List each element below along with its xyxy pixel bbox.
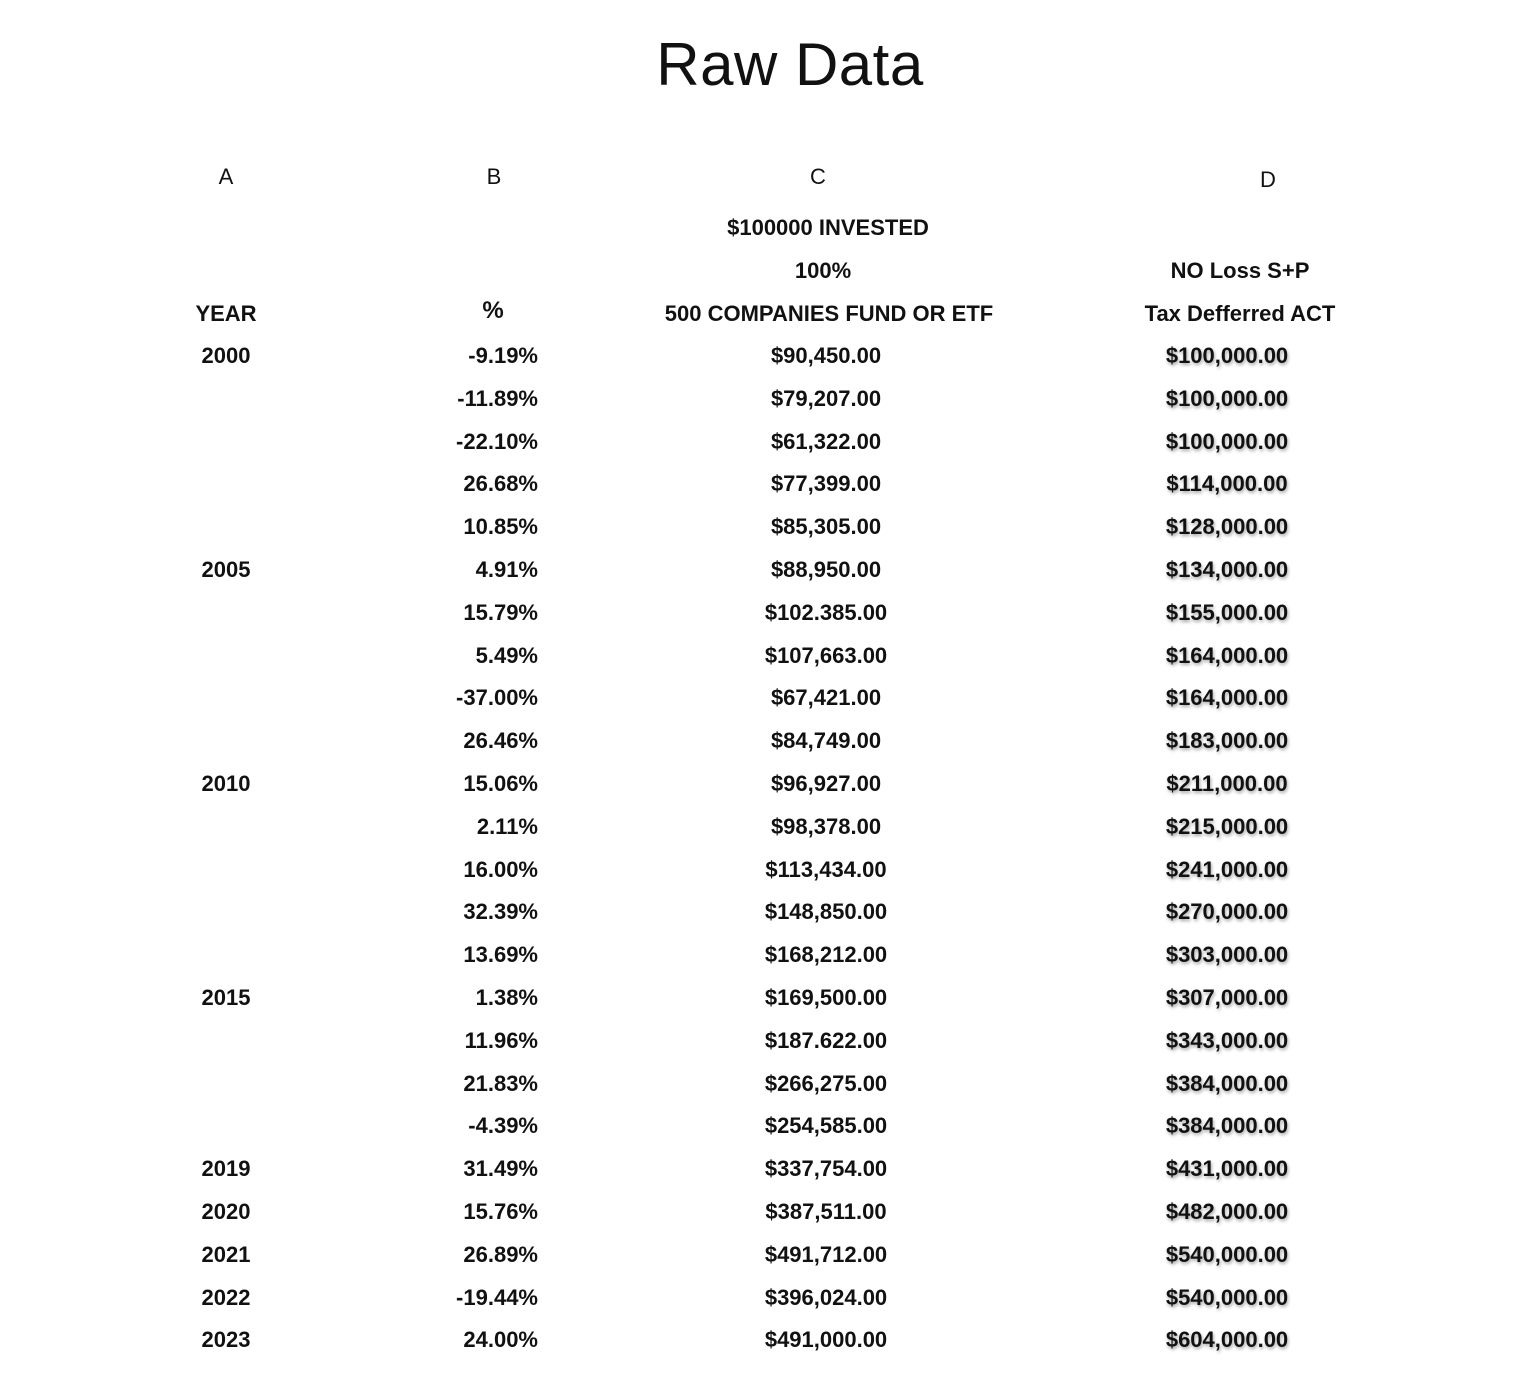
year-cell: 2005 <box>201 557 251 582</box>
percent-cell: 4.91% <box>475 557 538 582</box>
header-pct: % <box>482 297 504 324</box>
tax-deferred-cell: $241,000.00 <box>1165 856 1289 882</box>
percent-cell: 1.38% <box>475 985 538 1010</box>
table-row <box>0 1156 1536 1186</box>
tax-deferred-cell: $128,000.00 <box>1165 514 1289 540</box>
tax-deferred-cell: $215,000.00 <box>1165 813 1289 839</box>
percent-cell: 15.76% <box>463 1199 538 1224</box>
fund-value-cell: $88,950.00 <box>770 557 882 582</box>
table-row <box>0 386 1536 416</box>
tax-deferred-cell: $134,000.00 <box>1165 557 1289 582</box>
header-tax-deferred: Tax Defferred ACT <box>1144 301 1336 326</box>
table-row <box>0 1242 1536 1272</box>
year-cell: 2020 <box>201 1199 251 1224</box>
fund-value-cell: $187.622.00 <box>764 1027 888 1053</box>
table-row <box>0 1028 1536 1058</box>
percent-cell: -37.00% <box>456 685 538 711</box>
fund-value-cell: $337,754.00 <box>764 1156 888 1182</box>
table-row <box>0 343 1536 373</box>
table-row <box>0 643 1536 673</box>
fund-value-cell: $396,024.00 <box>764 1284 888 1310</box>
table-row <box>0 942 1536 972</box>
table-row <box>0 429 1536 459</box>
table-row <box>0 1113 1536 1143</box>
fund-value-cell: $113,434.00 <box>765 856 887 882</box>
tax-deferred-cell: $540,000.00 <box>1165 1284 1289 1310</box>
fund-value-cell: $77,399.00 <box>770 471 882 497</box>
header-percent-allocation: 100% <box>794 258 852 283</box>
tax-deferred-cell: $482,000.00 <box>1165 1199 1289 1224</box>
table-row <box>0 899 1536 929</box>
header-fund: 500 COMPANIES FUND OR ETF <box>664 301 994 326</box>
tax-deferred-cell: $343,000.00 <box>1165 1027 1289 1053</box>
fund-value-cell: $67,421.00 <box>770 685 882 711</box>
table-row <box>0 985 1536 1015</box>
fund-value-cell: $491,712.00 <box>764 1241 888 1267</box>
year-cell: 2000 <box>201 343 251 368</box>
percent-cell: 11.96% <box>464 1027 538 1053</box>
fund-value-cell: $90,450.00 <box>770 343 882 368</box>
tax-deferred-cell: $307,000.00 <box>1165 985 1289 1010</box>
percent-cell: 10.85% <box>463 514 538 540</box>
header-invested: $100000 INVESTED <box>727 215 929 240</box>
fund-value-cell: $61,322.00 <box>770 428 882 454</box>
column-letter-d: D <box>1260 167 1276 192</box>
fund-value-cell: $168,212.00 <box>764 942 888 968</box>
table-row <box>0 857 1536 887</box>
table-row <box>0 771 1536 801</box>
tax-deferred-cell: $211,000.00 <box>1166 771 1288 796</box>
percent-cell: 2.11% <box>476 813 538 839</box>
percent-cell: -9.19% <box>468 343 538 368</box>
fund-value-cell: $79,207.00 <box>770 385 882 411</box>
percent-cell: 15.06% <box>463 771 538 796</box>
header-year: YEAR <box>195 301 257 326</box>
tax-deferred-cell: $384,000.00 <box>1165 1113 1289 1139</box>
percent-cell: 31.49% <box>463 1156 538 1182</box>
percent-cell: -4.39% <box>468 1113 538 1139</box>
column-letter-b: B <box>486 164 502 189</box>
column-letter-c: C <box>810 164 826 189</box>
percent-cell: 15.79% <box>463 599 538 625</box>
percent-cell: 26.68% <box>463 471 538 497</box>
table-row <box>0 1327 1536 1357</box>
percent-cell: 26.89% <box>463 1241 538 1267</box>
fund-value-cell: $102.385.00 <box>764 599 888 625</box>
fund-value-cell: $96,927.00 <box>770 771 882 796</box>
percent-cell: 5.49% <box>475 642 538 668</box>
table-row <box>0 600 1536 630</box>
tax-deferred-cell: $114,000.00 <box>1166 471 1288 497</box>
tax-deferred-cell: $100,000.00 <box>1165 428 1289 454</box>
page-title: Raw Data <box>656 31 924 98</box>
year-cell: 2019 <box>201 1156 251 1182</box>
header-no-loss: NO Loss S+P <box>1170 258 1310 283</box>
table-row <box>0 814 1536 844</box>
percent-cell: 24.00% <box>463 1327 538 1353</box>
percent-cell: -11.89% <box>457 385 538 411</box>
fund-value-cell: $84,749.00 <box>770 728 882 754</box>
table-row <box>0 514 1536 544</box>
tax-deferred-cell: $540,000.00 <box>1165 1241 1289 1267</box>
year-cell: 2015 <box>201 985 251 1010</box>
tax-deferred-cell: $164,000.00 <box>1165 642 1289 668</box>
fund-value-cell: $266,275.00 <box>764 1070 888 1096</box>
table-row <box>0 1199 1536 1229</box>
table-row <box>0 1071 1536 1101</box>
tax-deferred-cell: $431,000.00 <box>1165 1156 1289 1182</box>
table-row <box>0 471 1536 501</box>
tax-deferred-cell: $155,000.00 <box>1165 599 1289 625</box>
tax-deferred-cell: $164,000.00 <box>1165 685 1289 711</box>
year-cell: 2022 <box>201 1284 251 1310</box>
tax-deferred-cell: $100,000.00 <box>1165 343 1289 368</box>
fund-value-cell: $169,500.00 <box>764 985 888 1010</box>
fund-value-cell: $491,000.00 <box>764 1327 888 1353</box>
percent-cell: 26.46% <box>463 728 538 754</box>
fund-value-cell: $254,585.00 <box>764 1113 888 1139</box>
tax-deferred-cell: $183,000.00 <box>1165 728 1289 754</box>
tax-deferred-cell: $270,000.00 <box>1165 899 1289 925</box>
percent-cell: -19.44% <box>456 1284 538 1310</box>
fund-value-cell: $85,305.00 <box>770 514 882 540</box>
percent-cell: -22.10% <box>456 428 538 454</box>
tax-deferred-cell: $384,000.00 <box>1165 1070 1289 1096</box>
table-row <box>0 728 1536 758</box>
table-row <box>0 685 1536 715</box>
fund-value-cell: $148,850.00 <box>764 899 888 925</box>
table-row <box>0 1285 1536 1315</box>
tax-deferred-cell: $604,000.00 <box>1165 1327 1289 1353</box>
column-letter-a: A <box>218 164 234 189</box>
percent-cell: 13.69% <box>463 942 538 968</box>
fund-value-cell: $107,663.00 <box>764 642 888 668</box>
fund-value-cell: $98,378.00 <box>770 813 882 839</box>
year-cell: 2023 <box>201 1327 251 1353</box>
year-cell: 2010 <box>201 771 251 796</box>
percent-cell: 21.83% <box>463 1070 538 1096</box>
year-cell: 2021 <box>201 1241 251 1267</box>
tax-deferred-cell: $100,000.00 <box>1165 385 1289 411</box>
fund-value-cell: $387,511.00 <box>765 1199 887 1224</box>
table-row <box>0 557 1536 587</box>
percent-cell: 16.00% <box>463 856 538 882</box>
percent-cell: 32.39% <box>463 899 538 925</box>
tax-deferred-cell: $303,000.00 <box>1165 942 1289 968</box>
